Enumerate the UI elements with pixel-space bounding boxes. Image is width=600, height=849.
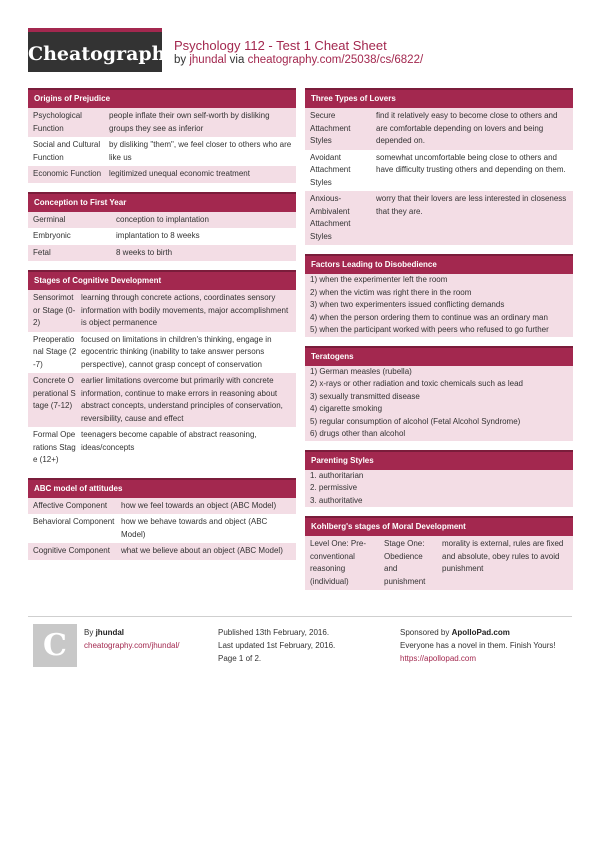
section-teratogens xyxy=(305,346,573,441)
definition: implantation to 8 weeks xyxy=(116,231,200,240)
section-kohlbergs-stages xyxy=(305,516,573,590)
definition: legitimized unequal economic treatment xyxy=(109,169,250,178)
via-label: via xyxy=(229,54,245,66)
term: Concrete Operational Stage (7-12) xyxy=(33,376,76,410)
table-row xyxy=(28,245,296,262)
section-heading: Three Types of Lovers xyxy=(305,88,573,108)
footer-divider xyxy=(28,616,572,617)
page-number: Page 1 of 2. xyxy=(218,654,262,663)
section-heading: Conception to First Year xyxy=(28,192,296,212)
definition: people inflate their own self-worth by disliking groups they see as inferior xyxy=(109,111,270,133)
sponsor-link[interactable]: https://apollopad.com xyxy=(400,654,477,663)
term: Behavioral Component xyxy=(33,517,115,526)
section-factors-leading-to-disobedience xyxy=(305,254,573,337)
definition: 8 weeks to birth xyxy=(116,247,173,257)
section-origins-of-prejudice xyxy=(28,88,296,183)
section-heading: Factors Leading to Disobedience xyxy=(305,254,573,274)
section-heading: ABC model of attitudes xyxy=(28,478,296,498)
table-row xyxy=(305,191,573,245)
level: Level One: Pre-conventional reasoning (individual) xyxy=(310,539,367,586)
table-row xyxy=(28,108,296,137)
stage: Stage One: Obedience and punishment xyxy=(384,539,426,586)
definition: how we feel towards an object (ABC Model) xyxy=(121,500,277,510)
sheet-url-link[interactable]: cheatography.com/25038/cs/6822/ xyxy=(247,54,424,66)
definition: focused on limitations in children's thinking, engage in egocentric thinking (inability to take answer persons perspective), cannot grasp concept of conservation xyxy=(81,334,272,369)
term: Sensorimotor Stage (0-2) xyxy=(33,293,76,327)
list-item: 4) cigarette smoking xyxy=(305,403,573,416)
footer-author xyxy=(84,626,179,652)
term: Economic Function xyxy=(33,169,102,178)
list-item: 1) German measles (rubella) xyxy=(305,366,573,379)
page-subtitle xyxy=(174,54,423,66)
page-title: Psychology 112 - Test 1 Cheat Sheet xyxy=(174,38,387,53)
term: Affective Component xyxy=(33,500,108,510)
definition: how we behave towards and object (ABC Model) xyxy=(121,517,268,539)
footer-by-label: By xyxy=(84,628,94,637)
author-avatar[interactable]: C xyxy=(33,624,77,667)
by-label: by xyxy=(174,54,187,66)
list-item: 1) when the experimenter left the room xyxy=(305,274,573,287)
definition: learning through concrete actions, coordinates sensory information with bodily movements, major accomplishment is object permanence xyxy=(81,293,289,327)
left-column xyxy=(28,88,296,569)
term: Social and Cultural Function xyxy=(33,140,101,162)
footer-author-link[interactable]: cheatography.com/jhundal/ xyxy=(84,641,180,650)
table-row xyxy=(28,290,296,332)
table-row xyxy=(305,536,573,590)
sponsor-text: Everyone has a novel in them. Finish Yours! xyxy=(400,641,556,650)
section-heading: Parenting Styles xyxy=(305,450,573,470)
sponsor-prefix: Sponsored by xyxy=(400,628,450,637)
definition: teenagers become capable of abstract reasoning, ideas/concepts xyxy=(81,430,257,452)
term: Anxious-Ambivalent Attachment Styles xyxy=(310,194,351,241)
definition: by disliking "them", we feel closer to others who are like us xyxy=(109,140,292,162)
list-item: 6) drugs other than alcohol xyxy=(305,428,573,441)
term: Avoidant Attachment Styles xyxy=(310,152,351,187)
table-row xyxy=(28,498,296,515)
table-row xyxy=(28,137,296,166)
term: Preoperational Stage (2-7) xyxy=(33,334,77,369)
description: morality is external, rules are fixed and absolute, obey rules to avoid punishment xyxy=(442,539,564,573)
sponsor-name[interactable]: ApolloPad.com xyxy=(451,628,510,637)
term: Secure Attachment Styles xyxy=(310,111,351,145)
right-column xyxy=(305,88,573,599)
section-abc-model-of-attitudes xyxy=(28,478,296,560)
definition: worry that their lovers are less interested in closeness that they are. xyxy=(376,194,567,216)
updated-date: Last updated 1st February, 2016. xyxy=(218,641,336,650)
table-row xyxy=(28,543,296,560)
section-heading: Origins of Prejudice xyxy=(28,88,296,108)
footer-sponsor xyxy=(400,626,556,665)
definition: conception to implantation xyxy=(116,214,209,224)
footer-author-name[interactable]: jhundal xyxy=(95,628,125,637)
table-row xyxy=(28,514,296,543)
list-item: 2) x-rays or other radiation and toxic chemicals such as lead xyxy=(305,378,573,391)
published-date: Published 13th February, 2016. xyxy=(218,628,330,637)
table-row xyxy=(28,228,296,245)
section-parenting-styles xyxy=(305,450,573,508)
table-row xyxy=(28,427,296,469)
footer-dates xyxy=(218,626,335,665)
table-row xyxy=(28,212,296,229)
section-three-types-of-lovers xyxy=(305,88,573,245)
list-item: 4) when the person ordering them to continue was an ordinary man xyxy=(305,312,573,325)
table-row xyxy=(28,373,296,427)
section-heading: Kohlberg's stages of Moral Development xyxy=(305,516,573,536)
term: Fetal xyxy=(33,247,51,257)
cheatography-logo[interactable]: Cheatography xyxy=(28,28,162,72)
list-item: 5) regular consumption of alcohol (Fetal Alcohol Syndrome) xyxy=(305,416,573,429)
term: Cognitive Component xyxy=(33,546,110,555)
table-row xyxy=(28,166,296,183)
table-row xyxy=(305,150,573,192)
term: Germinal xyxy=(33,214,66,224)
definition: earlier limitations overcome but primarily with concrete information, continue to make errors in reasoning about abstract concepts, understand principles of conservation, reversibility, cause and effect xyxy=(81,376,283,423)
list-item: 2. permissive xyxy=(305,482,573,495)
list-item: 2) when the victim was right there in the room xyxy=(305,287,573,300)
term: Psychological Function xyxy=(33,111,82,133)
list-item: 1. authoritarian xyxy=(305,470,573,483)
section-heading: Stages of Cognitive Development xyxy=(28,270,296,290)
table-row xyxy=(305,108,573,150)
section-heading: Teratogens xyxy=(305,346,573,366)
list-item: 3) sexually transmitted disease xyxy=(305,391,573,404)
table-row xyxy=(28,332,296,374)
definition: what we believe about an object (ABC Model) xyxy=(121,546,283,555)
section-stages-of-cognitive-development xyxy=(28,270,296,469)
term: Formal Operations Stage (12+) xyxy=(33,430,76,464)
author-link[interactable]: jhundal xyxy=(189,54,227,66)
definition: somewhat uncomfortable being close to others and have difficulty trusting others and depending on them. xyxy=(376,152,566,174)
list-item: 5) when the participant worked with peers who refused to go further xyxy=(305,324,573,337)
term: Embryonic xyxy=(33,231,71,240)
list-item: 3) when two experimenters issued conflicting demands xyxy=(305,299,573,312)
section-conception-to-first-year xyxy=(28,192,296,262)
definition: find it relatively easy to become close to others and are comfortable depending on lovers and being depended on. xyxy=(376,111,558,145)
list-item: 3. authoritative xyxy=(305,495,573,508)
